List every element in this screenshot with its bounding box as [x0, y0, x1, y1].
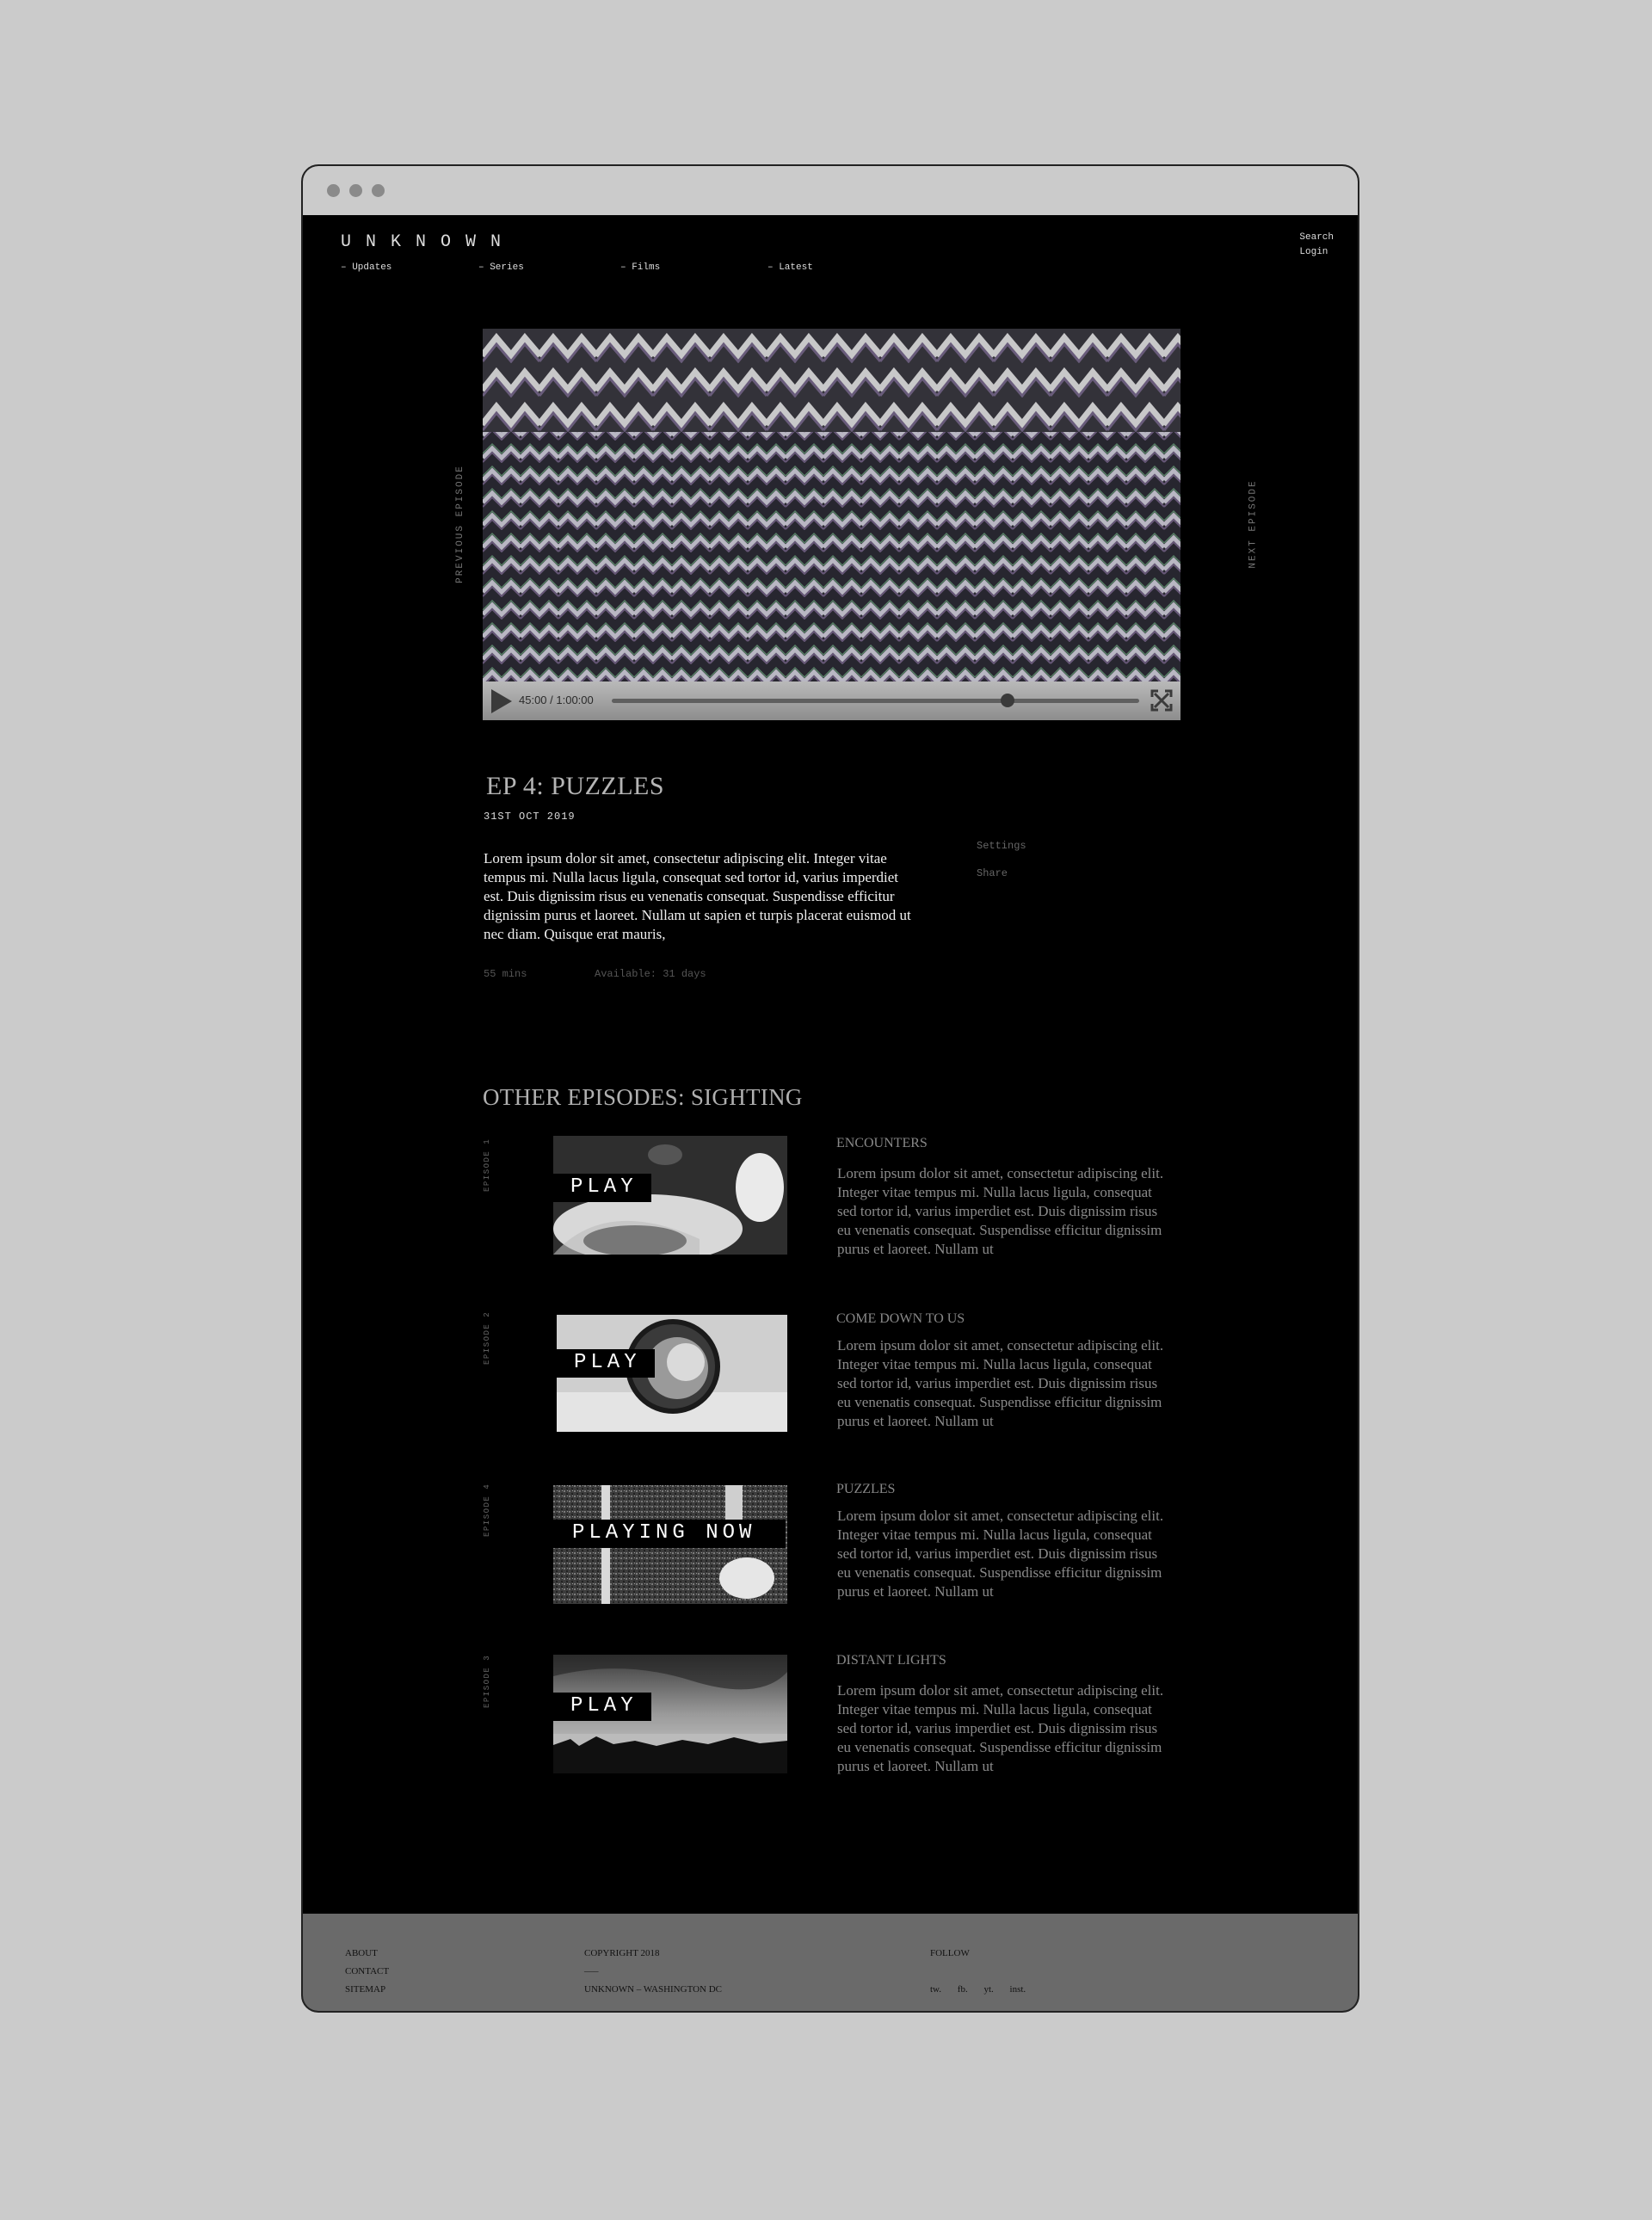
- settings-link[interactable]: Settings: [977, 840, 1026, 852]
- play-icon[interactable]: [491, 689, 512, 713]
- video-player[interactable]: [483, 329, 1180, 720]
- video-frame: [483, 329, 1180, 681]
- progress-handle[interactable]: [1001, 694, 1014, 707]
- window-control-minimize[interactable]: [349, 184, 362, 197]
- footer-separator: —–: [584, 1966, 599, 1976]
- nav-series[interactable]: – Series: [478, 262, 524, 273]
- social-links: [930, 1981, 1039, 1999]
- play-button[interactable]: PLAY: [553, 1693, 651, 1721]
- episode-number: EPISODE 4: [483, 1483, 491, 1537]
- site-footer: [303, 1914, 1358, 2011]
- episode-availability: Available: 31 days: [595, 968, 706, 980]
- youtube-link[interactable]: yt.: [983, 1984, 994, 1995]
- nav-latest[interactable]: – Latest: [767, 262, 813, 273]
- episode-name: COME DOWN TO US: [836, 1311, 965, 1326]
- episode-summary: Lorem ipsum dolor sit amet, consectetur adipiscing elit. Integer vitae tempus mi. Nulla lacus ligula, consequat sed tortor id, varius imperdiet est. Duis dignissim risus eu venenatis consequat. Suspendisse efficitur dignissim purus et laoreet. Nullam ut: [837, 1682, 1164, 1774]
- footer-follow: [930, 1945, 1039, 1999]
- nav-films[interactable]: – Films: [620, 262, 661, 273]
- episode-row: [303, 1653, 1358, 1791]
- episode-thumbnail[interactable]: [557, 1315, 787, 1432]
- instagram-link[interactable]: inst.: [1009, 1984, 1026, 1995]
- play-button[interactable]: PLAY: [557, 1349, 655, 1378]
- other-episodes-title: OTHER EPISODES: SIGHTING: [483, 1084, 803, 1110]
- nav-updates[interactable]: – Updates: [341, 262, 392, 273]
- share-link[interactable]: Share: [977, 867, 1008, 879]
- playing-now-button[interactable]: PLAYING NOW: [553, 1520, 786, 1548]
- episode-row: [303, 1311, 1358, 1449]
- episode-number: EPISODE 2: [483, 1310, 491, 1365]
- episode-duration: 55 mins: [484, 968, 527, 980]
- window-titlebar: [303, 166, 1358, 217]
- location: UNKNOWN – WASHINGTON DC: [584, 1984, 723, 1995]
- episode-thumbnail[interactable]: [553, 1136, 787, 1255]
- episode-date: 31ST OCT 2019: [484, 811, 576, 823]
- episode-thumbnail[interactable]: [553, 1485, 787, 1604]
- footer-info: [584, 1945, 722, 1999]
- episode-description: Lorem ipsum dolor sit amet, consectetur adipiscing elit. Integer vitae tempus mi. Nulla lacus ligula, consequat sed tortor id, varius imperdiet est. Duis dignissim risus eu venenatis consequat. Suspendisse efficitur dignissim purus et laoreet. Nullam ut sapien et turpis placerat euismod ut nec diam. Quisque erat mauris,: [484, 850, 911, 942]
- player-controls: [483, 681, 1180, 720]
- login-link[interactable]: Login: [1299, 247, 1328, 257]
- play-button[interactable]: PLAY: [553, 1174, 651, 1202]
- twitter-link[interactable]: tw.: [930, 1984, 942, 1995]
- episode-thumbnail[interactable]: [553, 1655, 787, 1773]
- copyright: COPYRIGHT 2018: [584, 1948, 660, 1958]
- episode-summary: Lorem ipsum dolor sit amet, consectetur adipiscing elit. Integer vitae tempus mi. Nulla lacus ligula, consequat sed tortor id, varius imperdiet est. Duis dignissim risus eu venenatis consequat. Suspendisse efficitur dignissim purus et laoreet. Nullam ut: [837, 1337, 1164, 1429]
- episode-name: DISTANT LIGHTS: [836, 1653, 946, 1668]
- progress-bar[interactable]: [612, 699, 1139, 703]
- utility-links: [1299, 231, 1334, 260]
- episode-summary: Lorem ipsum dolor sit amet, consectetur adipiscing elit. Integer vitae tempus mi. Nulla lacus ligula, consequat sed tortor id, varius imperdiet est. Duis dignissim risus eu venenatis consequat. Suspendisse efficitur dignissim purus et laoreet. Nullam ut: [837, 1508, 1164, 1600]
- next-episode-link[interactable]: NEXT EPISODE: [1248, 479, 1259, 569]
- episode-title: EP 4: PUZZLES: [486, 772, 665, 800]
- page-main: [303, 215, 1358, 1917]
- episode-number: EPISODE 1: [483, 1138, 491, 1192]
- window-control-close[interactable]: [327, 184, 340, 197]
- follow-label: FOLLOW: [930, 1948, 970, 1958]
- browser-window: [301, 164, 1359, 2013]
- player-time: 45:00 / 1:00:00: [519, 694, 594, 706]
- about-link[interactable]: ABOUT: [345, 1948, 378, 1958]
- previous-episode-link[interactable]: PREVIOUS EPISODE: [454, 465, 465, 583]
- window-control-maximize[interactable]: [372, 184, 385, 197]
- site-logo[interactable]: UNKNOWN: [341, 232, 516, 252]
- episode-name: PUZZLES: [836, 1482, 896, 1496]
- episode-number: EPISODE 3: [483, 1654, 491, 1708]
- fullscreen-icon[interactable]: [1150, 689, 1173, 712]
- search-link[interactable]: Search: [1299, 232, 1334, 243]
- sitemap-link[interactable]: SITEMAP: [345, 1984, 386, 1995]
- footer-links: [345, 1945, 389, 1999]
- contact-link[interactable]: CONTACT: [345, 1966, 390, 1976]
- episode-row: [303, 1136, 1358, 1273]
- episode-name: ENCOUNTERS: [836, 1136, 928, 1150]
- facebook-link[interactable]: fb.: [957, 1984, 968, 1995]
- episode-row: [303, 1482, 1358, 1619]
- episode-summary: Lorem ipsum dolor sit amet, consectetur adipiscing elit. Integer vitae tempus mi. Nulla lacus ligula, consequat sed tortor id, varius imperdiet est. Duis dignissim risus eu venenatis consequat. Suspendisse efficitur dignissim purus et laoreet. Nullam ut: [837, 1165, 1164, 1257]
